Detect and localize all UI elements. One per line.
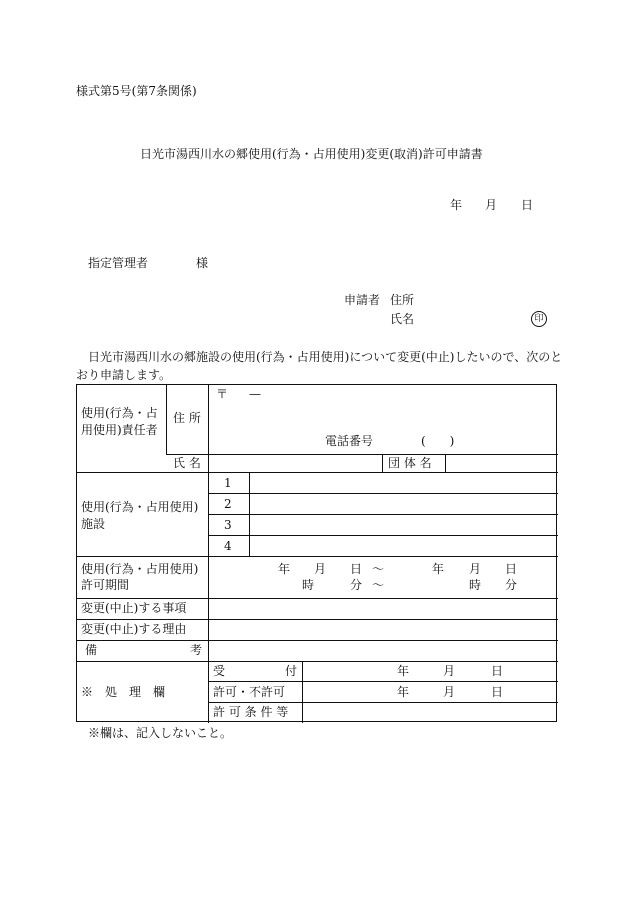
addressee-label: 指定管理者 <box>88 256 149 270</box>
applicant-name-label: 氏名 <box>390 312 415 326</box>
period-start-hour: 時 <box>302 578 315 592</box>
divider <box>208 702 558 703</box>
period-end-month: 月 <box>469 562 482 576</box>
permit-day: 日 <box>491 685 504 699</box>
divider <box>302 661 303 723</box>
divider <box>77 661 558 662</box>
remarks-label-start: 備 <box>85 643 98 657</box>
applicant-address-label: 住所 <box>390 293 415 307</box>
page-title: 日光市湯西川水の郷使用(行為・占用使用)変更(取消)許可申請書 <box>140 147 483 161</box>
divider <box>77 472 558 473</box>
divider <box>208 661 209 723</box>
divider <box>208 598 209 619</box>
period-start-year: 年 <box>278 562 291 576</box>
facility-label-line2: 施設 <box>81 517 106 531</box>
divider <box>445 454 446 472</box>
addressee-honorific: 様 <box>196 256 209 270</box>
phone-parens: ( ) <box>421 434 455 448</box>
application-form-table <box>76 384 557 722</box>
divider <box>208 535 558 536</box>
period-tilde: 〜 <box>372 562 385 576</box>
period-start-day: 日 <box>350 562 363 576</box>
permit-year: 年 <box>397 685 410 699</box>
postal-dash: — <box>249 387 261 401</box>
group-name-label: 団 体 名 <box>388 456 432 470</box>
postal-mark-icon: 〒 <box>216 387 229 401</box>
date-month: 月 <box>485 198 498 212</box>
period-end-minute: 分 <box>505 578 518 592</box>
divider <box>166 385 167 454</box>
conditions-label: 許 可 条 件 等 <box>213 705 289 719</box>
permit-month: 月 <box>443 685 456 699</box>
processing-label: ※ 処 理 欄 <box>81 685 166 699</box>
period-start-minute: 分 <box>350 578 363 592</box>
period-end-hour: 時 <box>469 578 482 592</box>
divider <box>208 385 209 472</box>
divider <box>77 619 558 620</box>
body-text-line2: おり申請します。 <box>76 368 172 382</box>
form-number: 様式第5号(第7条関係) <box>76 84 197 98</box>
responsible-label-line1: 使用(行為・占 <box>81 406 158 420</box>
period-tilde: 〜 <box>372 578 385 592</box>
applicant-label: 申請者 <box>344 293 381 307</box>
period-end-day: 日 <box>505 562 518 576</box>
footnote: ※欄は、記入しないこと。 <box>88 726 233 740</box>
responsible-label-line2: 用使用)責任者 <box>81 423 158 437</box>
facility-label-line1: 使用(行為・占用使用) <box>81 500 199 514</box>
received-year: 年 <box>397 664 410 678</box>
divider <box>77 556 558 557</box>
divider <box>382 454 383 472</box>
received-label-end: 付 <box>285 664 298 678</box>
received-month: 月 <box>443 664 456 678</box>
remarks-label-end: 考 <box>190 643 203 657</box>
facility-number: 2 <box>224 497 232 511</box>
received-day: 日 <box>491 664 504 678</box>
phone-label: 電話番号 <box>325 434 374 448</box>
change-reason-label: 変更(中止)する理由 <box>81 622 187 636</box>
period-label-line2: 許可期間 <box>81 578 130 592</box>
facility-number: 3 <box>224 518 232 532</box>
period-start-month: 月 <box>314 562 327 576</box>
address-label: 住 所 <box>173 411 201 425</box>
period-end-year: 年 <box>432 562 445 576</box>
divider <box>208 514 558 515</box>
date-year: 年 <box>450 198 463 212</box>
facility-number: 4 <box>224 539 232 553</box>
divider <box>77 598 558 599</box>
seal-mark: 印 <box>531 311 547 327</box>
name-label: 氏 名 <box>173 456 201 470</box>
date-day: 日 <box>521 198 534 212</box>
divider <box>77 640 558 641</box>
body-text-line1: 日光市湯西川水の郷施設の使用(行為・占用使用)について変更(中止)したいので、次のと <box>88 350 563 364</box>
change-item-label: 変更(中止)する事項 <box>81 601 187 615</box>
facility-number: 1 <box>224 476 232 490</box>
divider <box>166 454 558 455</box>
permit-label: 許可・不許可 <box>213 685 286 699</box>
divider <box>208 681 558 682</box>
divider <box>208 493 558 494</box>
received-label-start: 受 <box>213 664 226 678</box>
period-label-line1: 使用(行為・占用使用) <box>81 562 199 576</box>
